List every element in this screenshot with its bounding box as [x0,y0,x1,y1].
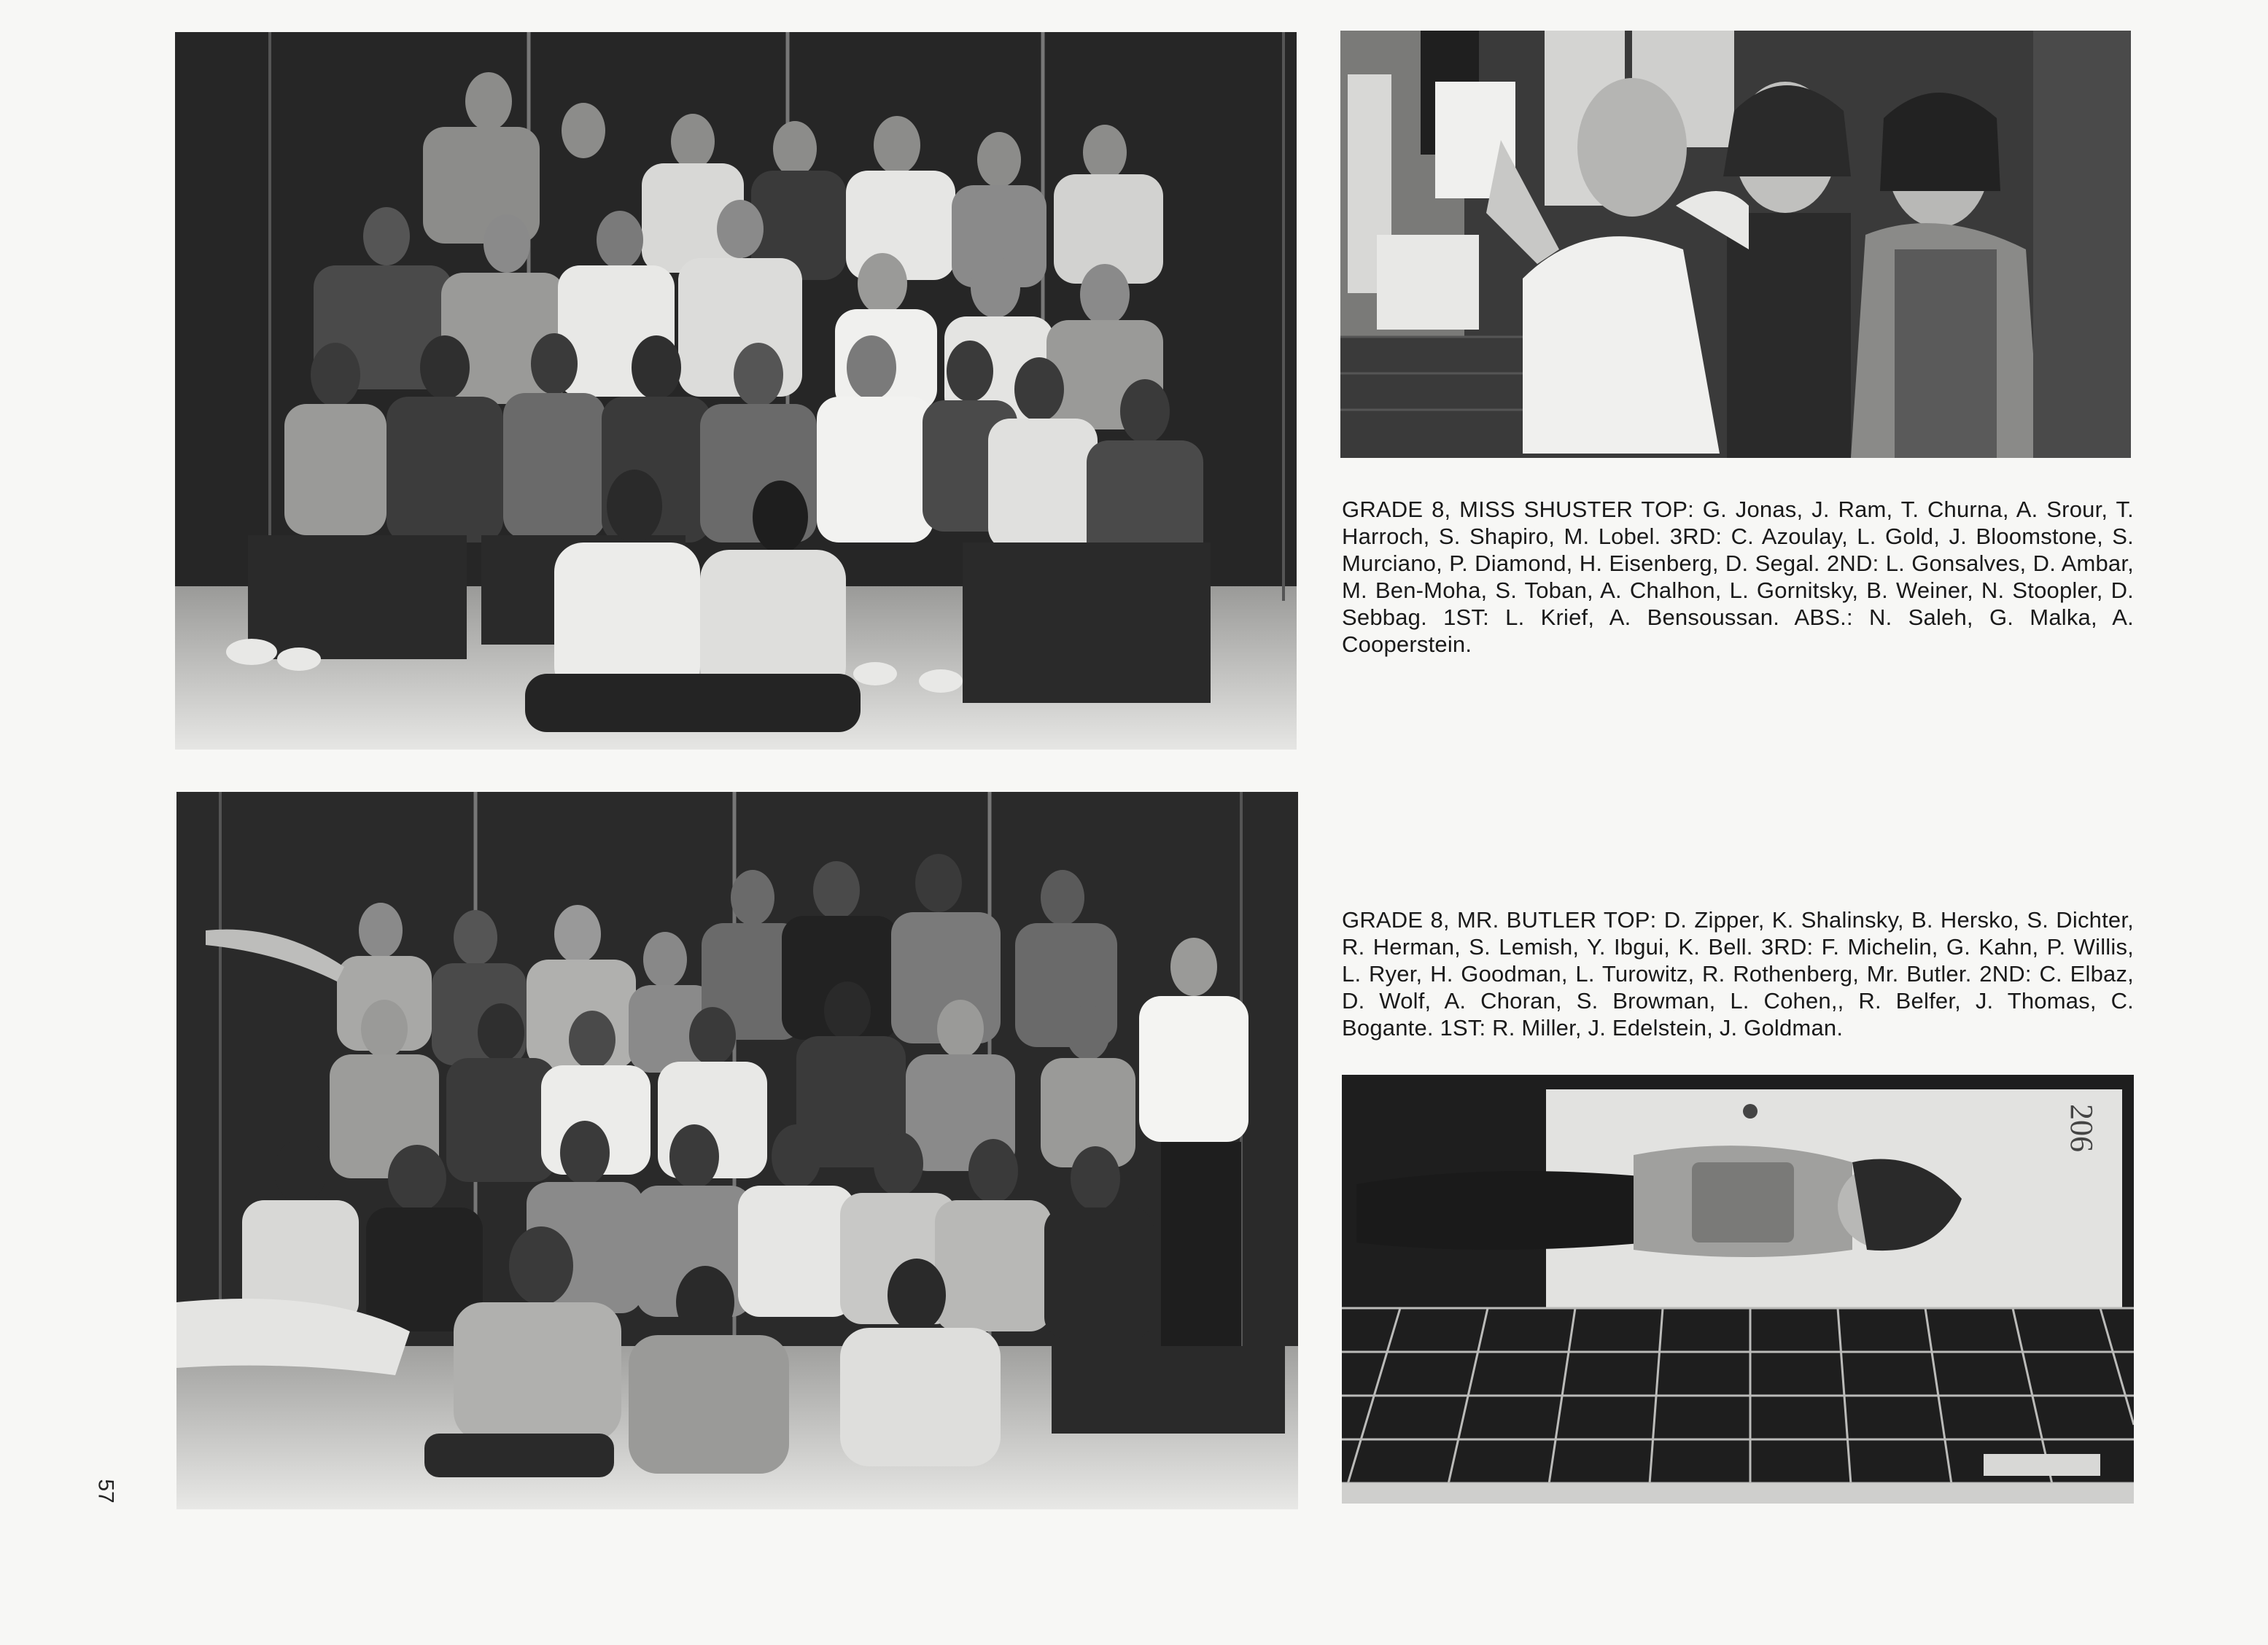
door-number: 206 [2064,1104,2100,1152]
class-photo-shuster [175,32,1297,750]
student-door-photo [1342,1075,2134,1504]
friends-photo-image [1340,31,2131,458]
friends-photo [1340,31,2131,458]
caption-shuster: GRADE 8, MISS SHUSTER TOP: G. Jonas, J. Ram, T. Churna, A. Srour, T. Harroch, S. Shapiro, M. Lobel. 3RD: C. Azoulay, L. Gold, J. Bloomstone, S. Murciano, P. Diamond, H. Eisenberg, D. Segal. 2ND: L. Gonsalves, D. Ambar, M. Ben-Moha, S. Toban, A. Chalhon, L. Gornitsky, B. Weiner, N. Stoopler, D. Sebbag. 1ST: L. Krief, A. Bensoussan. ABS.: N. Saleh, G. Malka, A. Cooperstein. [1342,497,2134,657]
class-photo-shuster-image [175,32,1297,750]
class-photo-butler-image [176,792,1298,1509]
page-number: 57 [93,1479,118,1504]
class-photo-butler [176,792,1298,1509]
caption-butler: GRADE 8, MR. BUTLER TOP: D. Zipper, K. Shalinsky, B. Hersko, S. Dichter, R. Herman, S. Lemish, Y. Ibgui, K. Bell. 3RD: F. Michelin, G. Kahn, P. Willis, L. Ryer, H. Goodman, L. Turowitz, R. Rothenberg, Mr. Butler. 2ND: C. Elbaz, D. Wolf, A. Choran, S. Browman, L. Cohen,, R. Belfer, J. Thomas, C. Bogante. 1ST: R. Miller, J. Edelstein, J. Goldman. [1342,907,2134,1041]
student-door-photo-image [1342,1075,2134,1504]
